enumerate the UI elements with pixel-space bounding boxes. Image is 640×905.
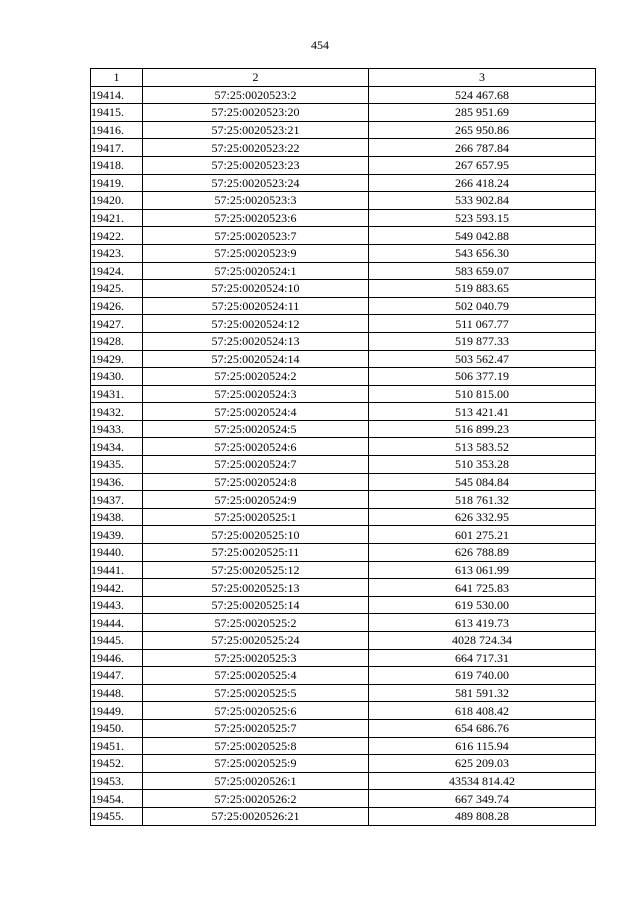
row-number-cell: 19431.: [91, 385, 143, 403]
cadastral-value-cell: 667 349.74: [369, 790, 596, 808]
cadastral-number-cell: 57:25:0020523:2: [143, 86, 369, 104]
row-number-cell: 19432.: [91, 403, 143, 421]
table-row: [91, 790, 596, 808]
row-number-cell: 19445.: [91, 632, 143, 650]
row-number-cell: 19415.: [91, 104, 143, 122]
cadastral-value-cell: 613 061.99: [369, 561, 596, 579]
row-number-cell: 19437.: [91, 491, 143, 509]
cadastral-value-cell: 43534 814.42: [369, 772, 596, 790]
table-row: [91, 280, 596, 298]
cadastral-number-cell: 57:25:0020524:2: [143, 368, 369, 386]
cadastral-number-cell: 57:25:0020525:8: [143, 737, 369, 755]
table-row: [91, 473, 596, 491]
row-number-cell: 19446.: [91, 649, 143, 667]
row-number-cell: 19449.: [91, 702, 143, 720]
cadastral-value-cell: 4028 724.34: [369, 632, 596, 650]
table-row: [91, 139, 596, 157]
cadastral-number-cell: 57:25:0020523:22: [143, 139, 369, 157]
cadastral-number-cell: 57:25:0020524:9: [143, 491, 369, 509]
cadastral-value-cell: 506 377.19: [369, 368, 596, 386]
table-row: [91, 156, 596, 174]
row-number-cell: 19452.: [91, 755, 143, 773]
row-number-cell: 19426.: [91, 297, 143, 315]
row-number-cell: 19434.: [91, 438, 143, 456]
row-number-cell: 19421.: [91, 209, 143, 227]
cadastral-number-cell: 57:25:0020524:5: [143, 420, 369, 438]
cadastral-value-cell: 523 593.15: [369, 209, 596, 227]
cadastral-value-cell: 626 788.89: [369, 544, 596, 562]
row-number-cell: 19451.: [91, 737, 143, 755]
row-number-cell: 19416.: [91, 121, 143, 139]
cadastral-value-cell: 516 899.23: [369, 420, 596, 438]
table-row: [91, 332, 596, 350]
cadastral-value-cell: 641 725.83: [369, 579, 596, 597]
cadastral-number-cell: 57:25:0020525:11: [143, 544, 369, 562]
cadastral-number-cell: 57:25:0020523:6: [143, 209, 369, 227]
table-row: [91, 456, 596, 474]
row-number-cell: 19455.: [91, 807, 143, 825]
table-row: [91, 579, 596, 597]
cadastral-value-cell: 616 115.94: [369, 737, 596, 755]
table-row: [91, 350, 596, 368]
table-row: [91, 614, 596, 632]
cadastral-number-cell: 57:25:0020524:7: [143, 456, 369, 474]
table-row: [91, 772, 596, 790]
cadastral-value-table: [90, 68, 596, 826]
row-number-cell: 19443.: [91, 596, 143, 614]
cadastral-value-cell: 511 067.77: [369, 315, 596, 333]
cadastral-value-cell: 549 042.88: [369, 227, 596, 245]
cadastral-value-cell: 601 275.21: [369, 526, 596, 544]
cadastral-number-cell: 57:25:0020523:20: [143, 104, 369, 122]
cadastral-value-cell: 619 740.00: [369, 667, 596, 685]
cadastral-number-cell: 57:25:0020524:6: [143, 438, 369, 456]
cadastral-value-cell: 267 657.95: [369, 156, 596, 174]
cadastral-value-cell: 510 353.28: [369, 456, 596, 474]
cadastral-value-cell: 543 656.30: [369, 244, 596, 262]
table-row: [91, 368, 596, 386]
table-row: [91, 719, 596, 737]
row-number-cell: 19454.: [91, 790, 143, 808]
row-number-cell: 19435.: [91, 456, 143, 474]
cadastral-value-cell: 583 659.07: [369, 262, 596, 280]
table-row: [91, 403, 596, 421]
row-number-cell: 19453.: [91, 772, 143, 790]
table-row: [91, 174, 596, 192]
cadastral-value-cell: 654 686.76: [369, 719, 596, 737]
table-row: [91, 420, 596, 438]
row-number-cell: 19422.: [91, 227, 143, 245]
table-row: [91, 755, 596, 773]
cadastral-number-cell: 57:25:0020525:9: [143, 755, 369, 773]
table-row: [91, 297, 596, 315]
table-header-row: [91, 69, 596, 87]
cadastral-number-cell: 57:25:0020525:14: [143, 596, 369, 614]
table-row: [91, 438, 596, 456]
row-number-cell: 19425.: [91, 280, 143, 298]
table-body: [91, 86, 596, 825]
row-number-cell: 19414.: [91, 86, 143, 104]
cadastral-number-cell: 57:25:0020524:8: [143, 473, 369, 491]
table-row: [91, 526, 596, 544]
row-number-cell: 19450.: [91, 719, 143, 737]
table-row: [91, 667, 596, 685]
cadastral-number-cell: 57:25:0020523:9: [143, 244, 369, 262]
row-number-cell: 19436.: [91, 473, 143, 491]
cadastral-number-cell: 57:25:0020524:12: [143, 315, 369, 333]
cadastral-number-cell: 57:25:0020525:4: [143, 667, 369, 685]
cadastral-number-cell: 57:25:0020526:21: [143, 807, 369, 825]
cadastral-value-cell: 513 421.41: [369, 403, 596, 421]
cadastral-number-cell: 57:25:0020523:21: [143, 121, 369, 139]
cadastral-number-cell: 57:25:0020524:10: [143, 280, 369, 298]
row-number-cell: 19438.: [91, 508, 143, 526]
cadastral-number-cell: 57:25:0020523:24: [143, 174, 369, 192]
cadastral-number-cell: 57:25:0020523:23: [143, 156, 369, 174]
cadastral-number-cell: 57:25:0020526:2: [143, 790, 369, 808]
table-row: [91, 121, 596, 139]
table-row: [91, 561, 596, 579]
table-row: [91, 315, 596, 333]
row-number-cell: 19424.: [91, 262, 143, 280]
cadastral-value-cell: 503 562.47: [369, 350, 596, 368]
table-row: [91, 244, 596, 262]
row-number-cell: 19441.: [91, 561, 143, 579]
table-row: [91, 649, 596, 667]
row-number-cell: 19433.: [91, 420, 143, 438]
table-row: [91, 632, 596, 650]
cadastral-value-cell: 613 419.73: [369, 614, 596, 632]
row-number-cell: 19439.: [91, 526, 143, 544]
cadastral-number-cell: 57:25:0020524:11: [143, 297, 369, 315]
row-number-cell: 19419.: [91, 174, 143, 192]
table-row: [91, 702, 596, 720]
cadastral-value-cell: 266 418.24: [369, 174, 596, 192]
cadastral-value-cell: 545 084.84: [369, 473, 596, 491]
cadastral-number-cell: 57:25:0020525:2: [143, 614, 369, 632]
cadastral-value-cell: 626 332.95: [369, 508, 596, 526]
row-number-cell: 19442.: [91, 579, 143, 597]
table-row: [91, 209, 596, 227]
table-row: [91, 192, 596, 210]
table-row: [91, 544, 596, 562]
table-row: [91, 104, 596, 122]
table-row: [91, 86, 596, 104]
cadastral-value-cell: 265 950.86: [369, 121, 596, 139]
row-number-cell: 19423.: [91, 244, 143, 262]
cadastral-number-cell: 57:25:0020524:13: [143, 332, 369, 350]
cadastral-value-cell: 518 761.32: [369, 491, 596, 509]
row-number-cell: 19440.: [91, 544, 143, 562]
cadastral-number-cell: 57:25:0020525:10: [143, 526, 369, 544]
cadastral-value-cell: 524 467.68: [369, 86, 596, 104]
row-number-cell: 19447.: [91, 667, 143, 685]
cadastral-number-cell: 57:25:0020524:4: [143, 403, 369, 421]
column-header-cadastral-number: 2: [143, 69, 369, 87]
cadastral-number-cell: 57:25:0020525:3: [143, 649, 369, 667]
cadastral-number-cell: 57:25:0020525:6: [143, 702, 369, 720]
table-row: [91, 737, 596, 755]
row-number-cell: 19418.: [91, 156, 143, 174]
row-number-cell: 19430.: [91, 368, 143, 386]
cadastral-number-cell: 57:25:0020523:3: [143, 192, 369, 210]
cadastral-number-cell: 57:25:0020525:24: [143, 632, 369, 650]
cadastral-number-cell: 57:25:0020525:13: [143, 579, 369, 597]
cadastral-value-cell: 533 902.84: [369, 192, 596, 210]
cadastral-value-cell: 519 877.33: [369, 332, 596, 350]
cadastral-number-cell: 57:25:0020526:1: [143, 772, 369, 790]
column-header-number: 1: [91, 69, 143, 87]
cadastral-number-cell: 57:25:0020525:7: [143, 719, 369, 737]
row-number-cell: 19417.: [91, 139, 143, 157]
table-row: [91, 508, 596, 526]
row-number-cell: 19420.: [91, 192, 143, 210]
cadastral-number-cell: 57:25:0020524:14: [143, 350, 369, 368]
cadastral-number-cell: 57:25:0020524:1: [143, 262, 369, 280]
table-row: [91, 227, 596, 245]
cadastral-number-cell: 57:25:0020525:5: [143, 684, 369, 702]
cadastral-value-cell: 266 787.84: [369, 139, 596, 157]
cadastral-value-cell: 489 808.28: [369, 807, 596, 825]
row-number-cell: 19429.: [91, 350, 143, 368]
cadastral-value-cell: 513 583.52: [369, 438, 596, 456]
row-number-cell: 19427.: [91, 315, 143, 333]
table-row: [91, 385, 596, 403]
table-row: [91, 684, 596, 702]
cadastral-number-cell: 57:25:0020525:12: [143, 561, 369, 579]
row-number-cell: 19428.: [91, 332, 143, 350]
cadastral-value-cell: 664 717.31: [369, 649, 596, 667]
table-row: [91, 491, 596, 509]
cadastral-number-cell: 57:25:0020524:3: [143, 385, 369, 403]
table-row: [91, 262, 596, 280]
cadastral-value-cell: 502 040.79: [369, 297, 596, 315]
column-header-cadastral-value: 3: [369, 69, 596, 87]
table-row: [91, 807, 596, 825]
cadastral-number-cell: 57:25:0020525:1: [143, 508, 369, 526]
cadastral-value-cell: 510 815.00: [369, 385, 596, 403]
row-number-cell: 19448.: [91, 684, 143, 702]
page-number: 454: [311, 38, 329, 52]
cadastral-value-cell: 625 209.03: [369, 755, 596, 773]
cadastral-value-cell: 619 530.00: [369, 596, 596, 614]
cadastral-value-cell: 581 591.32: [369, 684, 596, 702]
cadastral-value-cell: 285 951.69: [369, 104, 596, 122]
table-row: [91, 596, 596, 614]
row-number-cell: 19444.: [91, 614, 143, 632]
cadastral-number-cell: 57:25:0020523:7: [143, 227, 369, 245]
cadastral-value-cell: 519 883.65: [369, 280, 596, 298]
cadastral-value-cell: 618 408.42: [369, 702, 596, 720]
